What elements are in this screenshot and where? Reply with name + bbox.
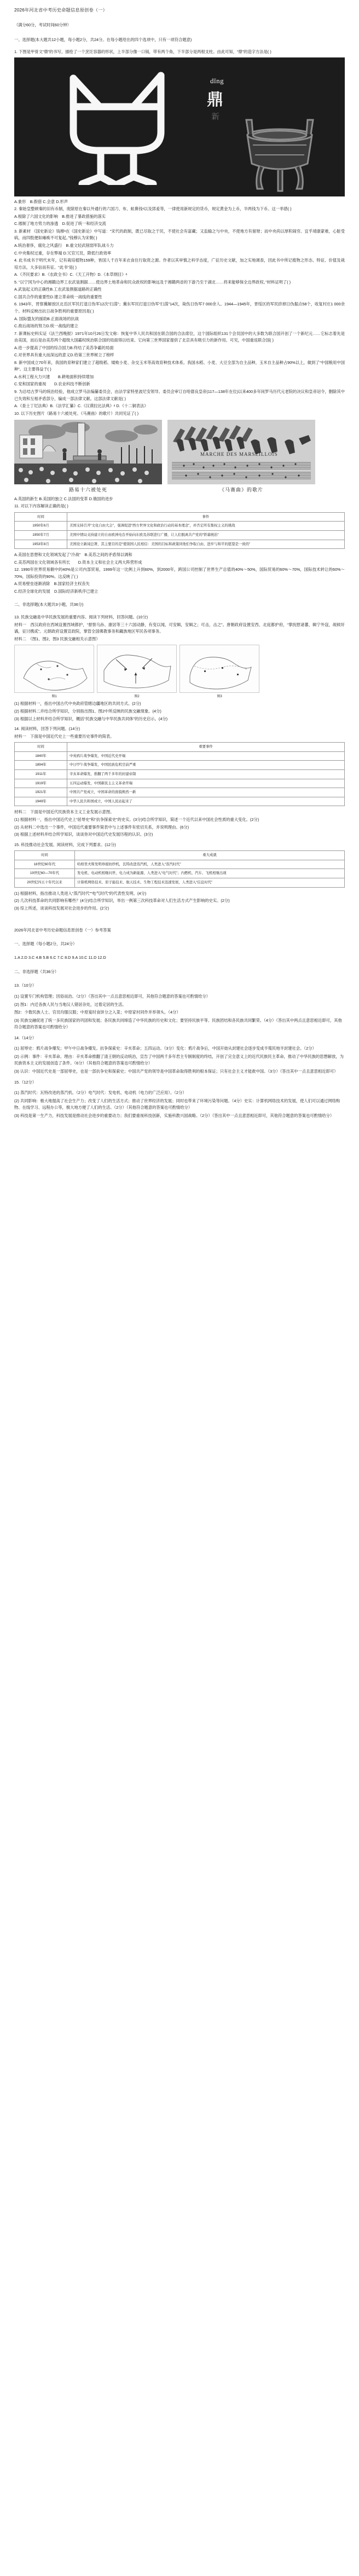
table-cell-time: 1840年 (15, 751, 67, 761)
question-5-options-cd[interactable]: C.国共合作的重要性D.建立革命统一战线的重要性 (14, 294, 102, 299)
table-cell-event: 中英鸦片战争爆发，中国近代史开端 (67, 751, 345, 761)
ancient-china-map-icon (15, 645, 94, 693)
map-canvas (14, 645, 94, 693)
question-10-options[interactable]: A.英国的新生 B.美国的独立 C.法国的变革 D.俄国的进步 (14, 496, 113, 501)
question-14-stem: 14. 阅读材料，回答下列问题。(14分) (14, 726, 80, 732)
question-11-options-cd[interactable]: C.美苏两国在文化领域各有所长 D.资本主义和社会主义两大阵营形成 (14, 559, 142, 565)
table-cell-time: 1894年 (15, 761, 67, 770)
table-cell-achievement: 哈格里夫斯发明珍妮纺纱机，瓦特改进蒸汽机，人类进入“蒸汽时代” (75, 860, 345, 869)
question-14-sub-2: (2) 从材料二中选出一个事件，中国近代重要事件简表中与上述事件有密切关系，并说明理由。(6分) (14, 824, 189, 830)
hanzi-label: 鼎 (207, 90, 223, 109)
answer-section-2-heading: 二、非选择题（共36分） (14, 969, 59, 974)
question-2-stem: 2. 秦始皇整顿秦的旧有币制，废除原在秦以外通行的六国刀、布、蚁鼻钱ᵃ以及郢爰等，一律使用新规定的货币，规定黄金为上币，半两钱为下币。这一举措( ) (14, 206, 292, 212)
question-9-stem: 9. 为总结古罗马的统治经验，他成立罗马法编纂委员会，由法学家特里波尼安领导。委员会审订自哈德良皇帝(117—138年在位)以来400多年间罗马历代元老院的决议和皇帝诏令，删除其中已失效和互相矛盾部分，编成一部法律文献。这部法律文献是( ) (14, 389, 345, 401)
table-cell-event: 美国设立新闻总署，其主要目的是“使别国人民相信：美国的目标和政策同他们争取自由、进步与和平的愿望是一致的” (67, 540, 345, 549)
table-cell-event: 中华人民共和国成立，中国人民站起来了 (67, 797, 345, 806)
exam-meta: （满分60分，考试时间60分钟） (14, 22, 71, 28)
figure-caption-right: 《马赛曲》的歌片 (219, 487, 263, 493)
guillotine-engraving-icon (14, 420, 162, 484)
question-10-stem: 10. 以下历史图片（路易十六被处死、《马赛曲》的歌片）共同见证了( ) (14, 410, 139, 416)
question-8-options-ab[interactable]: A.水利工程大力兴建 B.耕地面积持续增加 (14, 374, 94, 379)
marseillaise-sheet-music-icon (167, 420, 315, 484)
table-cell-event: 中国共产党成立，中国革命的面貌焕然一新 (67, 788, 345, 797)
seal-script-glyph: 𣂺 (211, 111, 220, 121)
map-caption: 图3 (217, 695, 222, 699)
question-14-sub-3: (3) 根据上述材料并结合所学知识，谈谈你对中国近代史发展历程的认识。(3分) (14, 832, 153, 837)
question-11-stem: 11. 对以下内容解读正确的是( ) (14, 503, 68, 509)
map-caption: 图2 (134, 695, 140, 699)
question-15-sub-1: (1) 根据材料，指出推动人类进入“蒸汽时代”“电气时代”的代表性发明。(4分) (14, 890, 147, 896)
question-5-options-ab[interactable]: A.武装起义的正确性B.工农武装割据道路的正确性 (14, 287, 102, 292)
question-1-options[interactable]: A.象形 B.假借 C.会意 D.形声 (14, 199, 68, 204)
frontier-map-icon (180, 645, 259, 693)
table-header-cell: 重要事件 (67, 743, 345, 752)
answer-15-3: (3) 科技是第一生产力，科技发展是推动社会进步的重要动力；我们要重视科技创新，实施科教兴国战略。（2分）（答出其中一点且意思相近即可，其他符合题意的答案也可酌情给分） (14, 1113, 334, 1118)
question-13-sub-2: (2) 根据材料二并结合所学知识，分别指出图1、图2中所反映的民族交融现象。(4分) (14, 709, 161, 714)
question-3-stem: 3. 新素材 《国史新论》钱穆ᵃ在《国史新论》中写道：“宋代的政制，既已尽取之于民，不使社会有富藏；又监输之与中央，不使地方有留财；而中央尚以厚积闹穷。宜乎靖康蒙难，心脏受病，而四肢便如瘫痪不可复起。”钱穆认为宋朝( ) (14, 228, 345, 241)
question-10-figures (14, 420, 345, 494)
table-cell-achievement: 计算机网络技术、原子能技术、航天技术、生物工程技术迅速发展，人类进入“信息时代” (75, 878, 345, 888)
table-cell-time: 18世纪60年代 (15, 860, 75, 869)
table-cell-event: 辛亥革命爆发，推翻了两千多年的封建帝制 (67, 770, 345, 779)
question-11-options-ab[interactable]: A.美国在思想和文化领域发起了“冷战” B.美苏之间的矛盾得以调和 (14, 552, 132, 558)
table-row (15, 878, 345, 888)
section-1-heading: 一、选择题(本大题共12小题，每小题2分，共24分。在每小题给出的四个选项中，只有一项符合题意) (14, 37, 192, 42)
answer-13-3: (3) 民族交融促进了统一多民族国家的巩固和发展；各民族共同缔造了中华民族的历史和文化；要坚持民族平等、民族团结和各民族共同繁荣。（4分）（答出其中两点且意思相近即可，其他符合题意的答案也可酌情给分） (14, 1017, 342, 1030)
question-13-stem: 13. 民族交融是中华民族发展的重要内容。阅读下列材料，回答问题。(10分) (14, 614, 148, 620)
question-12-options-cd[interactable]: C.经济全球化的发展 D.国际经济新秩序已建立 (14, 588, 99, 594)
table-row (15, 797, 345, 806)
question-14-material-2: 材料二 下面是中国近代民族资本主义工业发展示意图。 (14, 809, 114, 815)
question-3-options-cd[interactable]: C.中央集权过重，存在弊端 D.冗官冗员，降低行政效率 (14, 250, 112, 256)
question-2-options-cd[interactable]: C.遏制了地方势力的渗透 D.促进了统一和经济交流 (14, 221, 106, 227)
table-header-cell: 时间 (15, 743, 67, 752)
table-row (15, 761, 345, 770)
map-caption: 图1 (51, 695, 57, 699)
question-13-material-1: 材料一 西汉政府在西域设置西域都护，“督察乌孙、康居等三十六国动静，有变以闻，可安辑，安辑之；可击，击之”。唐朝政府设置安西、北庭都护府，“掌抚慰诸蕃，辑宁外寇，觇候奸谲，征讨携贰”。元朝政府设置宣政院，掌管全国佛教事务和藏族地区军民各项事务。 (14, 622, 345, 634)
svg-text:MARCHE DES MARSEILLOIS: MARCHE DES MARSEILLOIS (200, 451, 278, 458)
table-cell-time: 1953年8月 (15, 540, 67, 549)
question-12-stem: 12. 1990年世界贸易额中的40%是公司内部贸易，1999年这一比例上升到60%，到2000年，跨国公司控制了世界生产总值的40%～50%，国际贸易的60%～70%，国际技术转让的60%～70%，国际投资的90%。这反映了( ) (14, 567, 345, 579)
question-7-options-cd[interactable]: C.对世界具有重大而深远的意义D.给第三世界树立了榜样 (14, 352, 114, 358)
table-cell-time: 1919年 (15, 779, 67, 788)
table-header-cell: 重大成就 (75, 851, 345, 860)
table-cell-time: 1950年7月 (15, 530, 67, 540)
table-row (15, 788, 345, 797)
question-3-options-ab[interactable]: A.统治奢侈，腐化之风盛行 B.重文轻武削弱军队战斗力 (14, 243, 114, 248)
answer-13-heading: 13.（10分） (14, 983, 37, 988)
table-cell-achievement: 发电机、电动机相继问世，电力成为新能源，人类进入“电气时代”；内燃机、汽车、飞机相继出现 (75, 869, 345, 878)
question-8-options-cd[interactable]: C.党和国家的重视 D.农业科技不断创新 (14, 381, 90, 387)
table-cell-time: 1949年 (15, 797, 67, 806)
table-cell-event: 五四运动爆发，中国新民主主义革命开端 (67, 779, 345, 788)
answer-15-1: (1) 蒸汽时代：瓦特改进的蒸汽机。（2分）电气时代：发电机、电动机（电力的广泛应用）。（2分） (14, 1090, 187, 1096)
table-row (15, 522, 345, 531)
bronze-ding-vessel-icon (239, 111, 321, 193)
table-row (15, 779, 345, 788)
answer-section-1-heading: 一、选择题（每小题2分，共24分） (14, 941, 77, 946)
answer-13-1: (1) 设置专门机构管理；因俗而治。（2分）（答出其中一点且意思相近即可，其他符合题意的答案也可酌情给分） (14, 994, 210, 999)
table-cell-time: 1921年 (15, 788, 67, 797)
table-header-cell: 事件 (67, 512, 345, 522)
table-cell-time: 1950年6月 (15, 522, 67, 531)
table-header-cell: 时间 (15, 851, 75, 860)
question-4-options[interactable]: A.《齐民要求》B.《农政全书》C.《天工开物》D.《本草纲目》ᵃ (14, 272, 128, 277)
question-13-material-2: 材料二 （图1、图2、图3 民族交融相关示意图） (14, 636, 100, 641)
figure-louis-xvi-execution (14, 420, 162, 494)
table-cell-event: 中日甲午战争爆发，中国民族危机空前严重 (67, 761, 345, 770)
question-7-stem: 7. 新课标史料实证《法兰西晚报》1971年10月26日发文称：恢复中华人民共和国在联合国的合法席位，这个国际组织131个会员国中的大多数为联合国开创了一个新纪元……它标志着先是由美国，而后是由美苏两个超级大国霸权统治联合国的局面得以结束。它向第三世界国家提供了北京具有吸引力的新作用。可见，中国重返联合国( ) (14, 331, 345, 343)
pinyin-label: dǐng (210, 76, 224, 85)
map-canvas (180, 645, 259, 693)
question-15-table (14, 850, 345, 887)
table-cell-time: 1911年 (15, 770, 67, 779)
question-6-options-ab[interactable]: A. 国际盟友的援助B.正面战场的抗战 (14, 316, 79, 321)
question-13-sub-1: (1) 根据材料一，指出中国古代中央政府管辖边疆地区的共同方式。(2分) (14, 701, 141, 707)
question-9-options[interactable]: A.《查士丁尼法典》B.《法学汇纂》C.《汉谟拉比法典》ᵃ D.《十二铜表法》 (14, 403, 148, 409)
question-5-stem: 5. “以宁冈为中心的湘赣边界工农武装割据……使边界土地革命和民众政权的影响远及于湘赣两省的下游乃至于湖北……将来能够保全边界政权。”材料证明了( ) (14, 279, 291, 285)
question-14-material-1: 材料一 下面是中国近代史上一些重要历史事件的简表。 (14, 733, 114, 739)
question-14-table (14, 742, 345, 806)
table-row (15, 540, 345, 549)
question-15-sub-2: (2) 几次科技革命的共同影响有哪些？(4分)结合所学知识，举出一例第三次科技革命对人们生活方式产生影响的史实。(2分) (14, 898, 230, 904)
answer-14-1: (1) 屈辱史：鸦片战争爆发；甲午中日战争爆发。抗争探索史：辛亥革命；五四运动。（3分）变化：鸦片战争后，中国开始从封建社会逐步变成半殖民地半封建社会。（2分） (14, 1046, 316, 1051)
map-figure-2 (97, 645, 177, 699)
table-cell-event: 美国中情局支持建立的自由欧洲电台开始向东欧及苏联进行广播，让人们脱离共产党的“铁幕统治” (67, 530, 345, 540)
answer-choices-row: 1.A 2.D 3.C 4.B 5.B 6.C 7.C 8.D 9.A 10.C 11.D 12.D (14, 955, 106, 960)
answer-key-title: 2026年河北省中考历史命题信息原创卷（一）参考答案 (14, 928, 111, 933)
map-canvas (97, 645, 177, 693)
table-cell-event: 美国支持召开“文化自由大会”，强调促进“西方世界文化和政治行动的基本理念”，并否定所有集权主义的挑战 (67, 522, 345, 531)
question-6-options-cd[interactable]: C.敌后战场的努力D.统一战线的建立 (14, 323, 78, 329)
answer-14-2: (2) 示例：事件：辛亥革命。理由：辛亥革命推翻了清王朝的反动统治，宣告了中国两千多年君主专制制度的终结，开创了完全意义上的近代民族民主革命，推动了中华民族的思想解放，为民族资本主义的发展创造了条件。（6分）（其他符合题意的答案也可酌情给分） (14, 1053, 344, 1066)
question-13-sub-3: (3) 根据以上材料并结合所学知识，概括“民族交融与中华民族共同体”的历史启示。(4分) (14, 716, 168, 721)
question-11-table (14, 512, 345, 549)
question-4-stem: 4. 此书成书于明代末年，记有栽培植物159种，皆国人千百年来衣食住行取资之源。作者以其审慎之科学态度，广征历史文献，加之实地调查，因此书中所记植物之形态、特征、价值及栽培方法，大多信而有征。“此书”是( ) (14, 258, 345, 270)
answer-14-heading: 14.（14分） (14, 1035, 37, 1040)
page-title: 2026年河北省中考历史命题信息原创卷（一） (14, 8, 107, 13)
question-8-stem: 8. 新中国成立70年来，我国的育种家们建立了超级稻、矮败小麦、杂交玉米等高效育种技术体系。我国水稻、小麦、大豆全部为自主品种，玉米自主品种占90%以上，做到了“中国粮用中国种”。这主要得益于( ) (14, 360, 345, 372)
table-row (15, 860, 345, 869)
question-13-map-figures (14, 645, 345, 699)
figure-oracle-bone-ding (14, 57, 345, 196)
table-row (15, 530, 345, 540)
table-header-cell: 时间 (15, 512, 67, 522)
section-2-heading: 二、非选择题(本大题共3小题，共36分) (14, 602, 84, 607)
question-6-stem: 6. 1943年，晋察冀解放区北岳区军民打退日伪军12次“扫荡”；冀东军民打退日伪军“扫荡”14次，毙伤日伪军7 000余人。1944—1945年，晋绥区的军民挤掉日伪据点58个，收复村庄1 000余个。材料反映出抗日战争胜利的重要原因是( ) (14, 302, 345, 314)
question-12-options-ab[interactable]: A.贸易壁垒逐渐消除 B.国家经济主权丧失 (14, 581, 90, 587)
map-figure-3 (180, 645, 259, 699)
question-15-stem: 15. 科技推动社会发展。阅读材料，完成下列要求。(12分) (14, 842, 116, 847)
table-row (15, 770, 345, 779)
question-1-stem: 1. 下图是甲骨文“鼎”的书写，描绘了一个烹饪容器的形状，上半部分像一口锅，带有两个角，下半部分是两根支柱。由此可知，“鼎”的造字方法是( ) (14, 49, 271, 55)
oracle-bone-ding-icon (57, 67, 177, 185)
exam-paper-page (0, 0, 359, 1137)
table-row (15, 869, 345, 878)
migration-map-icon (97, 645, 177, 693)
table-row (15, 751, 345, 761)
answer-15-heading: 15.（12分） (14, 1079, 37, 1085)
figure-marseillaise-score (167, 420, 315, 494)
question-14-sub-1: (1) 根据材料一，指出中国近代史上“屈辱史”和“抗争探索史”的史实。(3分)结合所学知识，简述一个近代以来中国社会性质的重大变化。(2分) (14, 817, 259, 823)
table-cell-time: 19世纪60—70年代 (15, 869, 75, 878)
map-figure-1 (14, 645, 94, 699)
answer-13-2: (2) 图1：内迁各族人民与当地汉人错居杂处，过着定居的生活。 (14, 1002, 126, 1007)
answer-15-2: (2) 共同影响：极大地提高了社会生产力；改变了人们的生活方式；推动了世界经济的发展；同时也带来了环境污染等问题。（4分）史实：计算机网络技术的发展，使人们可以通过网络购物、在线学习、远程办公等，极大地方便了人们的生活。（2分）（其他符合题意的答案也可酌情给分） (14, 1098, 340, 1110)
question-7-options-ab[interactable]: A.进一步提高了中国的综合国力B.终结了美苏争霸的局面 (14, 345, 114, 350)
question-15-sub-3: (3) 综上所述，谈谈科技发展对社会进步的作用。(2分) (14, 905, 109, 911)
answer-13-2b: 图2：少数民族人士、官员均服汉服；中原宴时食饼分之入菜；中原家村同作并举领头。（4分） (14, 1010, 181, 1015)
question-2-options-ab[interactable]: A.根除了六国文化的影响 B.推进了暴政措施的落实 (14, 213, 106, 219)
figure-caption-left: 路易十六被处死 (68, 487, 107, 493)
table-cell-time: 20世纪四五十年代以来 (15, 878, 75, 888)
answer-14-3: (3) 认识：中国近代史是一部屈辱史，也是一部抗争史和探索史；中国共产党的领导是中国革命取得胜利的根本保证；只有社会主义才能救中国。（3分）（答出其中一点且意思相近即可） (14, 1068, 338, 1074)
